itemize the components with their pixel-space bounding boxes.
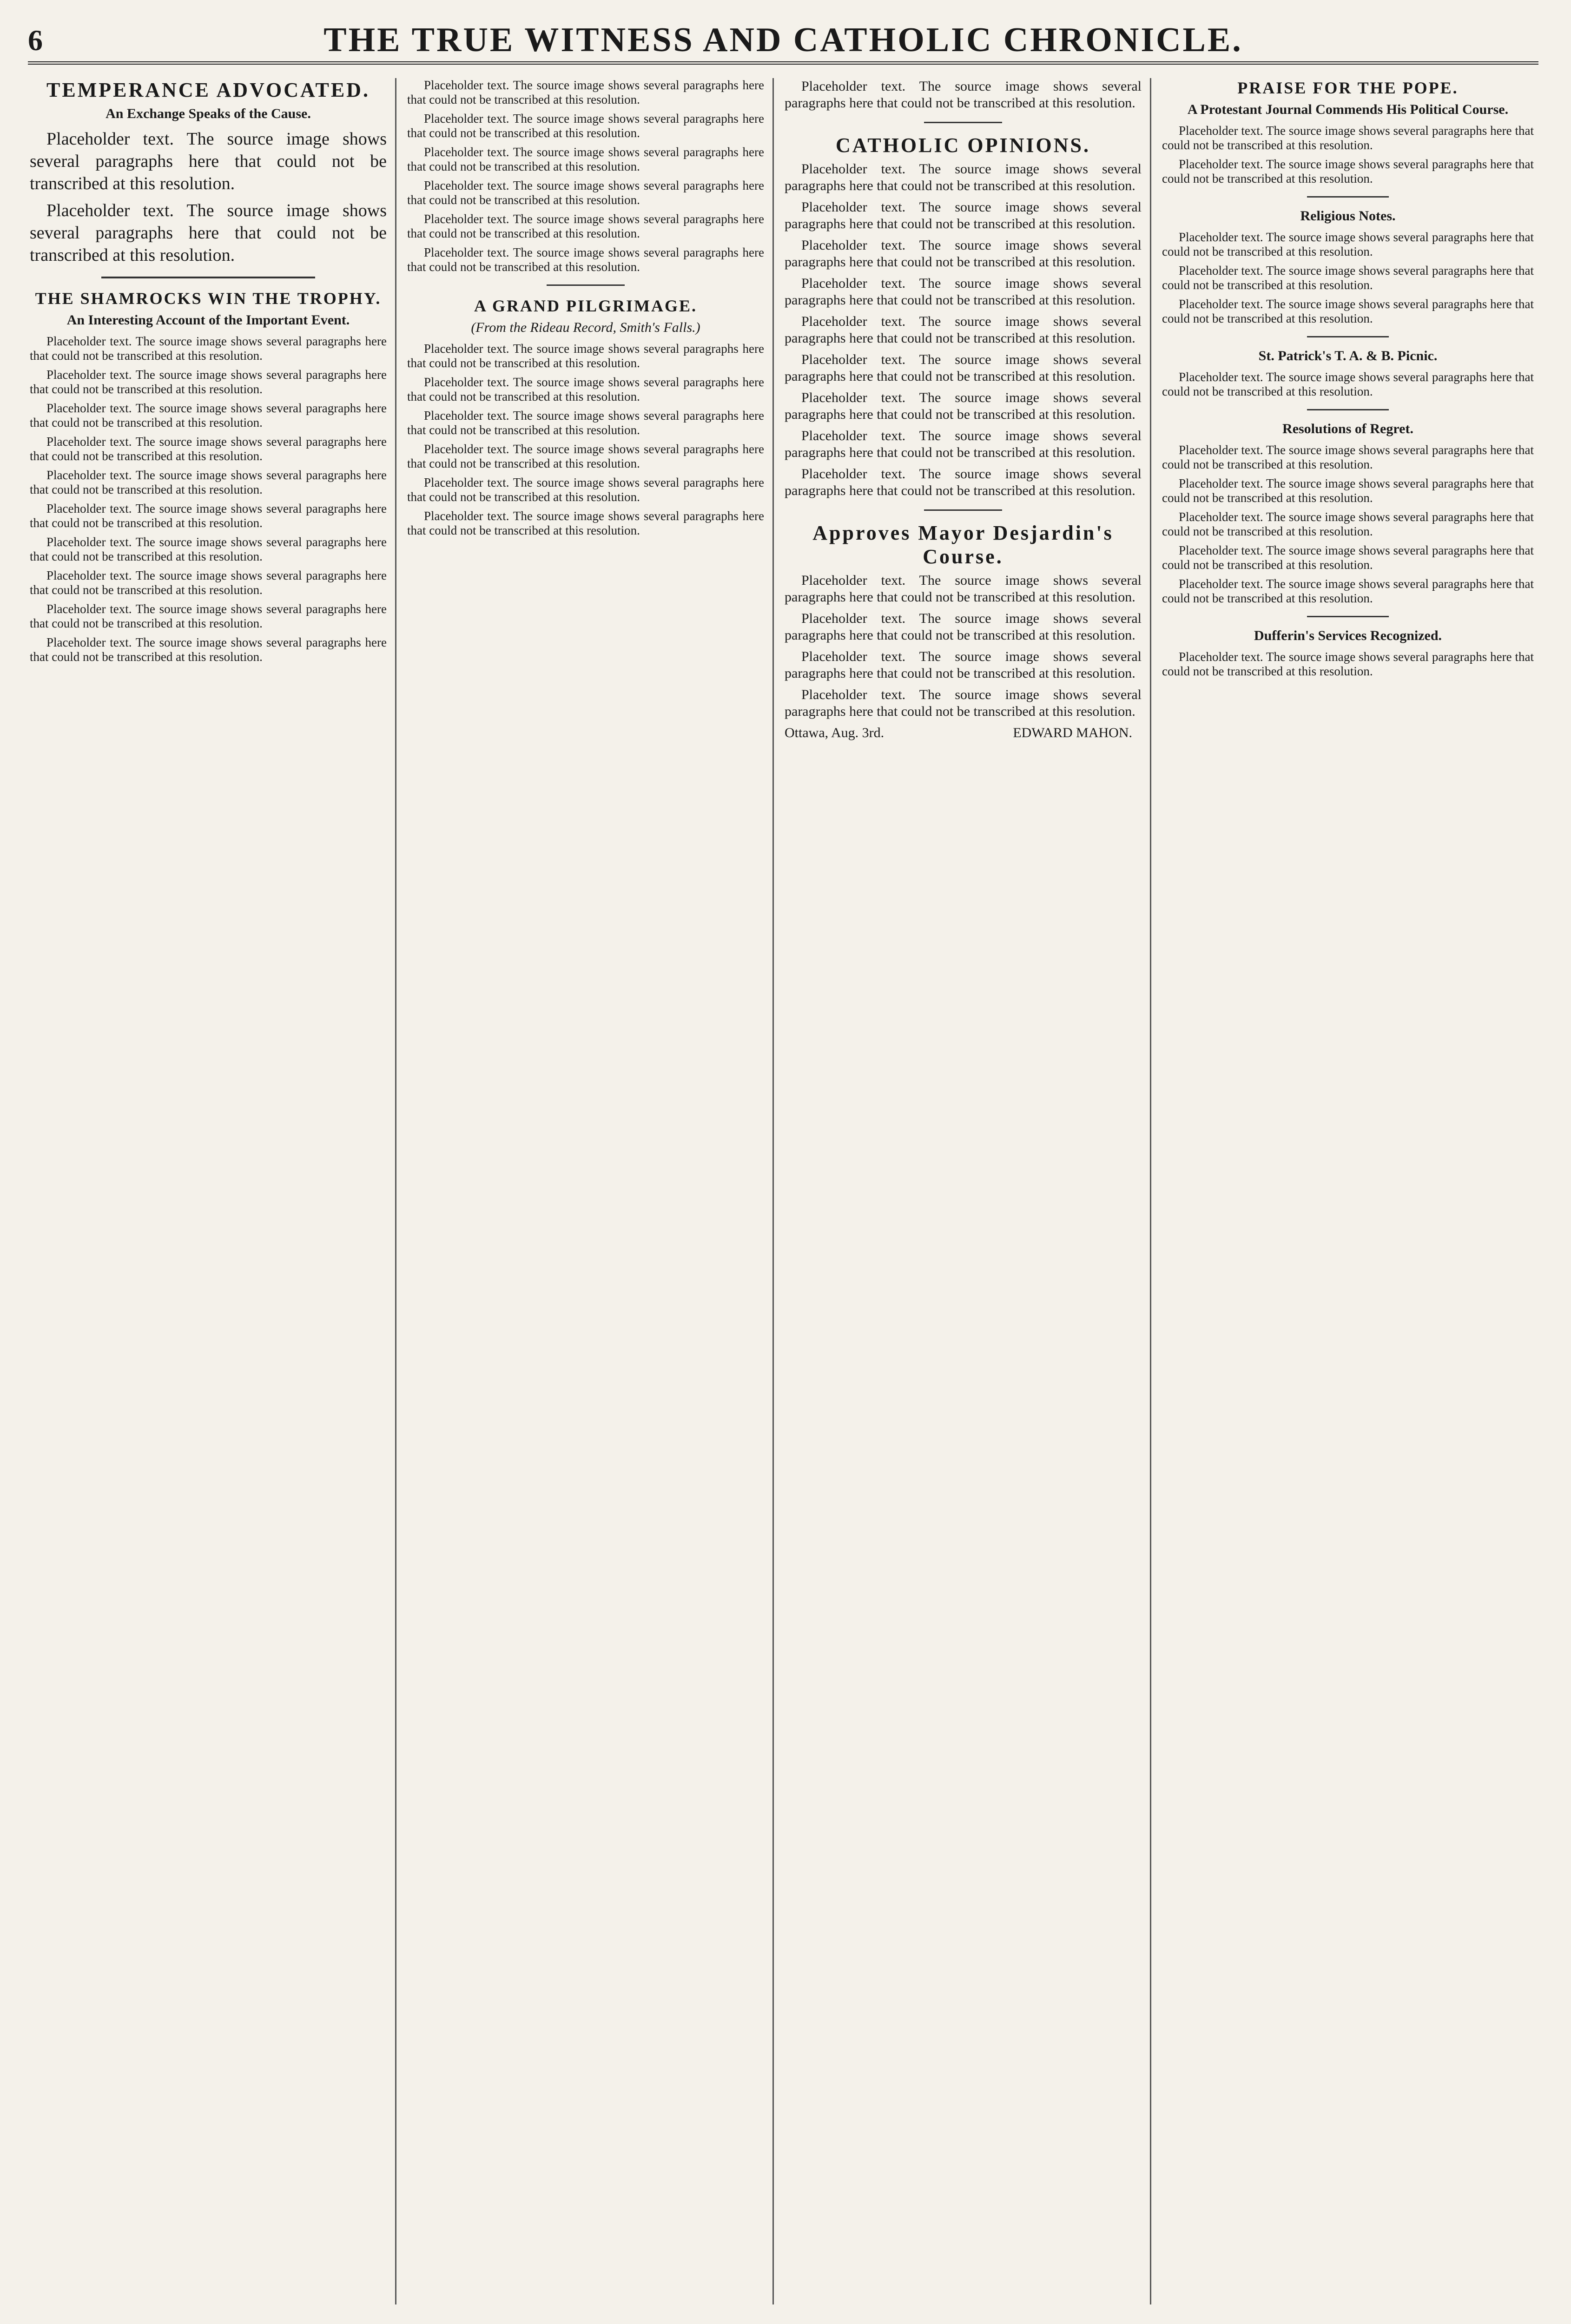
article-paragraph: Placeholder text. The source image shows several paragraphs here that could not be transcribed at this resolution. (1162, 476, 1534, 505)
article-paragraph: Placeholder text. The source image shows several paragraphs here that could not be transcribed at this resolution. (785, 79, 1142, 111)
masthead (28, 17, 1538, 65)
article-paragraph: Placeholder text. The source image shows several paragraphs here that could not be transcribed at this resolution. (407, 475, 764, 504)
paper-title: THE TRUE WITNESS AND CATHOLIC CHRONICLE. (323, 21, 1243, 59)
article-separator (1307, 616, 1389, 617)
column-4 (1162, 78, 1534, 2304)
signature-name: EDWARD MAHON. (1013, 725, 1132, 740)
article-headline: Resolutions of Regret. (1282, 421, 1413, 436)
article-paragraph: Placeholder text. The source image shows several paragraphs here that could not be transcribed at this resolution. (785, 199, 1142, 231)
article-resolutions-of-regret (1162, 421, 1534, 606)
article-paragraph: Placeholder text. The source image shows several paragraphs here that could not be transcribed at this resolution. (30, 535, 387, 563)
article-praise-for-pope (1162, 78, 1534, 186)
article-paragraph: Placeholder text. The source image shows several paragraphs here that could not be transcribed at this resolution. (407, 245, 764, 274)
article-paragraph: Placeholder text. The source image shows several paragraphs here that could not be transcribed at this resolution. (407, 78, 764, 106)
article-paragraph: Placeholder text. The source image shows several paragraphs here that could not be transcribed at this resolution. (1162, 230, 1534, 258)
article-temperance (30, 78, 387, 266)
article-paragraph: Placeholder text. The source image shows several paragraphs here that could not be transcribed at this resolution. (1162, 543, 1534, 572)
article-paragraph: Placeholder text. The source image shows several paragraphs here that could not be transcribed at this resolution. (785, 352, 1142, 384)
article-paragraph: Placeholder text. The source image shows several paragraphs here that could not be transcribed at this resolution. (785, 649, 1142, 681)
article-shamrocks (30, 289, 387, 664)
article-headline: A GRAND PILGRIMAGE. (474, 297, 698, 315)
article-separator (101, 277, 316, 278)
article-signature (785, 725, 1142, 741)
article-headline: CATHOLIC OPINIONS. (836, 134, 1090, 157)
article-religious-notes (1162, 208, 1534, 326)
article-paragraph: Placeholder text. The source image shows several paragraphs here that could not be transcribed at this resolution. (407, 212, 764, 240)
article-headline: St. Patrick's T. A. & B. Picnic. (1258, 348, 1438, 363)
article-paragraph: Placeholder text. The source image shows several paragraphs here that could not be transcribed at this resolution. (1162, 650, 1534, 678)
article-separator (924, 509, 1003, 511)
article-headline: THE SHAMROCKS WIN THE TROPHY. (35, 289, 382, 308)
article-subhead: An Interesting Account of the Important Event. (66, 312, 350, 328)
article-headline: TEMPERANCE ADVOCATED. (46, 79, 370, 101)
article-paragraph: Placeholder text. The source image shows several paragraphs here that could not be transcribed at this resolution. (785, 276, 1142, 308)
article-paragraph: Placeholder text. The source image shows several paragraphs here that could not be transcribed at this resolution. (1162, 370, 1534, 398)
article-separator (924, 122, 1003, 123)
article-paragraph: Placeholder text. The source image shows several paragraphs here that could not be transcribed at this resolution. (785, 611, 1142, 643)
article-paragraph: Placeholder text. The source image shows several paragraphs here that could not be transcribed at this resolution. (407, 375, 764, 403)
column-2 (407, 78, 764, 2304)
article-paragraph: Placeholder text. The source image shows several paragraphs here that could not be transcribed at this resolution. (1162, 443, 1534, 471)
article-headline: Approves Mayor Desjardin's Course. (812, 522, 1114, 568)
article-separator (1307, 196, 1389, 198)
column-3 (785, 78, 1142, 2304)
column-rule (1150, 78, 1151, 2304)
article-separator (547, 284, 625, 286)
article-paragraph: Placeholder text. The source image shows several paragraphs here that could not be transcribed at this resolution. (30, 368, 387, 396)
article-paragraph: Placeholder text. The source image shows several paragraphs here that could not be transcribed at this resolution. (785, 238, 1142, 270)
article-paragraph: Placeholder text. The source image shows several paragraphs here that could not be transcribed at this resolution. (1162, 157, 1534, 185)
article-paragraph: Placeholder text. The source image shows several paragraphs here that could not be transcribed at this resolution. (30, 401, 387, 429)
article-headline: Dufferin's Services Recognized. (1254, 628, 1442, 643)
article-paragraph: Placeholder text. The source image shows several paragraphs here that could not be transcribed at this resolution. (785, 573, 1142, 605)
article-paragraph: Placeholder text. The source image shows several paragraphs here that could not be transcribed at this resolution. (407, 509, 764, 537)
article-paragraph: Placeholder text. The source image shows several paragraphs here that could not be transcribed at this resolution. (30, 502, 387, 530)
article-separator (1307, 336, 1389, 337)
article-dufferins-services (1162, 627, 1534, 679)
article-paragraph: Placeholder text. The source image shows several paragraphs here that could not be transcribed at this resolution. (30, 334, 387, 363)
article-subhead: (From the Rideau Record, Smith's Falls.) (471, 320, 700, 335)
article-paragraph: Placeholder text. The source image shows several paragraphs here that could not be transcribed at this resolution. (30, 129, 387, 193)
page-number: 6 (28, 24, 43, 57)
article-headline: PRAISE FOR THE POPE. (1237, 79, 1459, 97)
article-subhead: A Protestant Journal Commends His Political Course. (1187, 102, 1509, 117)
article-paragraph: Placeholder text. The source image shows several paragraphs here that could not be transcribed at this resolution. (785, 466, 1142, 498)
article-paragraph: Placeholder text. The source image shows several paragraphs here that could not be transcribed at this resolution. (30, 435, 387, 463)
article-grand-pilgrimage (407, 296, 764, 538)
article-paragraph: Placeholder text. The source image shows several paragraphs here that could not be transcribed at this resolution. (1162, 264, 1534, 292)
article-paragraph: Placeholder text. The source image shows several paragraphs here that could not be transcribed at this resolution. (30, 201, 387, 265)
article-paragraph: Placeholder text. The source image shows several paragraphs here that could not be transcribed at this resolution. (785, 687, 1142, 719)
article-paragraph: Placeholder text. The source image shows several paragraphs here that could not be transcribed at this resolution. (1162, 124, 1534, 152)
article-paragraph: Placeholder text. The source image shows several paragraphs here that could not be transcribed at this resolution. (1162, 510, 1534, 538)
signature-place: Ottawa, Aug. 3rd. (785, 725, 885, 740)
article-st-patricks-picnic (1162, 348, 1534, 399)
article-paragraph: Placeholder text. The source image shows several paragraphs here that could not be transcribed at this resolution. (785, 314, 1142, 346)
column-1 (30, 78, 387, 2304)
article-paragraph: Placeholder text. The source image shows several paragraphs here that could not be transcribed at this resolution. (785, 390, 1142, 422)
article-paragraph: Placeholder text. The source image shows several paragraphs here that could not be transcribed at this resolution. (407, 342, 764, 370)
article-paragraph: Placeholder text. The source image shows several paragraphs here that could not be transcribed at this resolution. (30, 635, 387, 664)
article-paragraph: Placeholder text. The source image shows several paragraphs here that could not be transcribed at this resolution. (1162, 297, 1534, 325)
article-paragraph: Placeholder text. The source image shows several paragraphs here that could not be transcribed at this resolution. (30, 468, 387, 496)
article-paragraph: Placeholder text. The source image shows several paragraphs here that could not be transcribed at this resolution. (1162, 577, 1534, 605)
article-approves-mayor (785, 521, 1142, 741)
article-paragraph: Placeholder text. The source image shows several paragraphs here that could not be transcribed at this resolution. (407, 145, 764, 173)
article-paragraph: Placeholder text. The source image shows several paragraphs here that could not be transcribed at this resolution. (30, 602, 387, 630)
article-subhead: An Exchange Speaks of the Cause. (106, 106, 311, 121)
article-paragraph: Placeholder text. The source image shows several paragraphs here that could not be transcribed at this resolution. (407, 409, 764, 437)
article-paragraph: Placeholder text. The source image shows several paragraphs here that could not be transcribed at this resolution. (785, 428, 1142, 460)
article-pilgrimage-continued (785, 78, 1142, 112)
column-rule (395, 78, 396, 2304)
article-shamrocks-continued (407, 78, 764, 274)
article-headline: Religious Notes. (1300, 208, 1396, 224)
article-paragraph: Placeholder text. The source image shows several paragraphs here that could not be transcribed at this resolution. (30, 568, 387, 597)
article-paragraph: Placeholder text. The source image shows several paragraphs here that could not be transcribed at this resolution. (785, 161, 1142, 193)
column-rule (772, 78, 774, 2304)
article-separator (1307, 409, 1389, 410)
article-paragraph: Placeholder text. The source image shows several paragraphs here that could not be transcribed at this resolution. (407, 442, 764, 470)
article-paragraph: Placeholder text. The source image shows several paragraphs here that could not be transcribed at this resolution. (407, 112, 764, 140)
article-paragraph: Placeholder text. The source image shows several paragraphs here that could not be transcribed at this resolution. (407, 178, 764, 207)
article-catholic-opinions (785, 133, 1142, 499)
